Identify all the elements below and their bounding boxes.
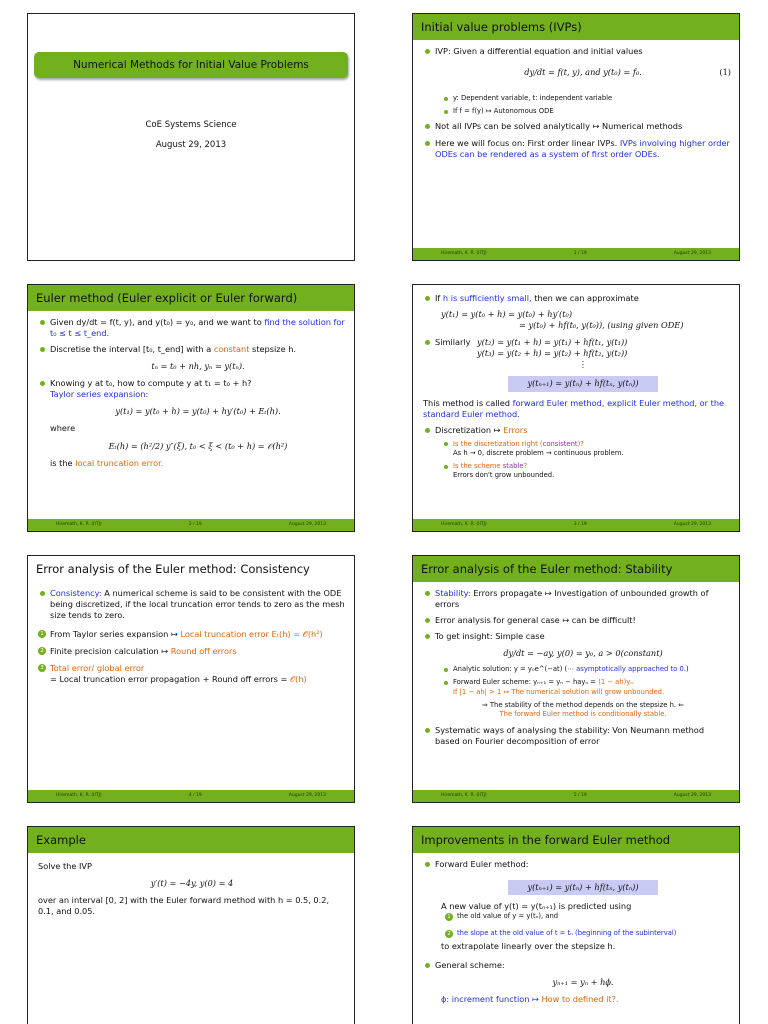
slide-stability xyxy=(412,555,740,803)
equation: y(t₁) = y(t₀ + h) = y(t₀) + hy′(t₀) xyxy=(441,309,573,320)
slide-title xyxy=(27,13,355,261)
slide-header: Error analysis of the Euler method: Stability xyxy=(413,556,739,582)
equation: y(t₃) = y(t₂ + h) = y(t₂) + hf(t₂, y(t₂)) xyxy=(477,348,628,359)
bullet: Systematic ways of analysing the stability: Von Neumann method based on Fourier decomposition of error xyxy=(423,725,731,747)
equation: y(t₁) = y(t₀ + h) = y(t₀) + hy′(t₀) + Eₜ(h). xyxy=(115,406,281,417)
equation: dy/dt = −ay, y(0) = y₀, a > 0(constant) xyxy=(503,648,663,659)
bullet: Given dy/dt = f(t, y), and y(t₀) = y₀, and we want to find the solution for t₀ ≤ t ≤ t_end. xyxy=(38,317,346,339)
slide-consistency xyxy=(27,555,355,803)
bullet: Stability: Errors propagate ↦ Investigation of unbounded growth of errors xyxy=(423,588,731,610)
presentation-title: Numerical Methods for Initial Value Problems xyxy=(34,52,348,78)
numbered-item: 1 the old value of y = y(tₙ), and xyxy=(445,912,731,921)
slide-euler-method xyxy=(27,284,355,532)
numbered-item: 1 From Taylor series expansion ↦ Local truncation error Eₜ(h) = 𝒪(h²) xyxy=(38,629,346,640)
numbered-item: 2 Finite precision calculation ↦ Round off errors xyxy=(38,646,346,657)
slide-improvements: Improvements in the forward Euler method Forward Euler method: y(tₙ₊₁) = y(tₙ) + hf(tₙ, y(tₙ)) A new value of y(t) = y(tₙ₊₁) is predicted using 1 the old value of y = y(tₙ), and 2 the slope at the old value of t = tₙ (beginning of the subinterval) to extrapolate linearly over the stepsize h. General scheme: yₙ₊₁ = yₙ + hϕ. ϕ: increment function ↦ How to defined it?. xyxy=(412,826,740,1024)
numbered-item: 3 Total error/ global error = Local truncation error propagation + Round off errors = 𝒪(h) xyxy=(38,663,346,685)
sub-bullet: Is the scheme stable? Errors don't grow unbounded. xyxy=(443,462,731,480)
slide-header: Example xyxy=(28,827,354,853)
bullet: To get insight: Simple case dy/dt = −ay, y(0) = y₀, a > 0(constant) Analytic solution: y = y₀e^(−at) (⋯ asymptotically approached to 0.) Forward Euler scheme: yₙ₊₁ = yₙ − hayₙ = (1 − ah)yₙ If |1 − ah| > 1 ↦ The numerical solution will grow unbounded. ⇒ The stability of the method depends on the stepsize h. ⇐ The forward Euler method is conditionally stable. xyxy=(423,631,731,719)
slide-footer: Hiremath, K. R. (IITJ) 5 / 19 August 29, 2013 xyxy=(413,790,739,802)
equation: = y(t₀) + hf(t₀, y(t₀)), (using given ODE) xyxy=(519,320,684,331)
boxed-equation: y(tₙ₊₁) = y(tₙ) + hf(tₙ, y(tₙ)) xyxy=(508,880,658,895)
numbered-item: 2 the slope at the old value of t = tₙ (beginning of the subinterval) xyxy=(445,929,731,938)
bullet: General scheme: yₙ₊₁ = yₙ + hϕ. xyxy=(423,960,731,988)
slide-footer: Hiremath, K. R. (IITJ) 1 / 19 August 29, 2013 xyxy=(413,248,739,260)
sub-bullet: Analytic solution: y = y₀e^(−at) (⋯ asymptotically approached to 0.) xyxy=(443,665,731,674)
slide-footer: Hiremath, K. R. (IITJ) 2 / 19 August 29, 2013 xyxy=(28,519,354,531)
slide-footer: Hiremath, K. R. (IITJ) 3 / 19 August 29, 2013 xyxy=(413,519,739,531)
slide-example: Example Solve the IVP y′(t) = −4y, y(0) = 4 over an interval [0, 2] with the Euler forward method with h = 0.5, 0.2, 0.1, and 0.05. xyxy=(27,826,355,1024)
slide-euler-derivation: If h is sufficiently small, then we can approximate y(t₁) = y(t₀ + h) = y(t₀) + hy′(t₀) = y(t₀) + hf(t₀, y(t₀)), (using given ODE) Similarly y(t₂) = y(t₁ + h) = y(t₁) + hf(t₁, y(t₁)) y(t₃) = y(t₂ + h) = y(t₂) + hf(t₂, y(t₂)) ⋮ y(tₙ₊₁) = y(tₙ) + hf(tₙ, y(tₙ)) This method is called forward Euler method, explicit Euler method, or the standard Euler method. Discretization ↦ Errors Is the discretization right (consistent)? As h → 0, discrete problem → continuous problem. Is the scheme stable? Errors don't grow unbounded. Hiremath, K. R. (IITJ) 3 / 19 August 29, 2013 xyxy=(412,284,740,532)
equation: yₙ₊₁ = yₙ + hϕ. xyxy=(552,976,614,987)
slide-ivp xyxy=(412,13,740,261)
bullet: Here we will focus on: First order linear IVPs. IVPs involving higher order ODEs can be rendered as a system of first order ODEs. xyxy=(423,138,731,160)
bullet: Knowing y at t₀, how to compute y at t₁ = t₀ + h? Taylor series expansion: y(t₁) = y(t₀ + h) = y(t₀) + hy′(t₀) + Eₜ(h). where Eₜ(h) = (h²/2) y″(ξ), t₀ < ξ < (t₀ + h) = 𝒪(h²) is the local truncation error. xyxy=(38,378,346,468)
bullet: IVP: Given a differential equation and initial values dy/dt = f(t, y), and y(t₀) = f₀. (1) y: Dependent variable, t: independent variable If f = f(y) ↦ Autonomous ODE xyxy=(423,46,731,116)
bullet: Not all IVPs can be solved analytically ↦ Numerical methods xyxy=(423,121,731,132)
bullet: Discretise the interval [t₀, t_end] with a constant stepsize h. tₙ = t₀ + nh, yₙ = y(tₙ). xyxy=(38,344,346,372)
institute: CoE Systems Science xyxy=(145,120,237,130)
slide-header: Improvements in the forward Euler method xyxy=(413,827,739,853)
bullet: If h is sufficiently small, then we can approximate xyxy=(423,293,731,304)
bullet: Error analysis for general case ↦ can be difficult! xyxy=(423,615,731,626)
presentation-date: August 29, 2013 xyxy=(155,140,227,150)
sub-bullet: Forward Euler scheme: yₙ₊₁ = yₙ − hayₙ = (1 − ah)yₙ If |1 − ah| > 1 ↦ The numerical solution will grow unbounded. xyxy=(443,678,731,696)
slide-header: Error analysis of the Euler method: Consistency xyxy=(28,556,354,582)
boxed-equation: y(tₙ₊₁) = y(tₙ) + hf(tₙ, y(tₙ)) xyxy=(508,376,658,391)
bullet: Similarly y(t₂) = y(t₁ + h) = y(t₁) + hf(t₁, y(t₁)) y(t₃) = y(t₂ + h) = y(t₂) + hf(t₂, y(t₂)) ⋮ y(tₙ₊₁) = y(tₙ) + hf(tₙ, y(tₙ)) xyxy=(423,337,731,391)
sub-bullet: If f = f(y) ↦ Autonomous ODE xyxy=(443,107,731,116)
equation: dy/dt = f(t, y), and y(t₀) = f₀. (1) xyxy=(524,67,731,78)
equation: Eₜ(h) = (h²/2) y″(ξ), t₀ < ξ < (t₀ + h) = 𝒪(h²) xyxy=(108,440,288,451)
equation: y′(t) = −4y, y(0) = 4 xyxy=(150,878,234,889)
sub-bullet: y: Dependent variable, t: independent variable xyxy=(443,94,731,103)
equation: y(t₂) = y(t₁ + h) = y(t₁) + hf(t₁, y(t₁)) xyxy=(477,337,628,348)
slide-header: Initial value problems (IVPs) xyxy=(413,14,739,40)
equation: tₙ = t₀ + nh, yₙ = y(tₙ). xyxy=(151,361,245,372)
slide-footer: Hiremath, K. R. (IITJ) 4 / 19 August 29, 2013 xyxy=(28,790,354,802)
slide-header: Euler method (Euler explicit or Euler forward) xyxy=(28,285,354,311)
bullet: Consistency: A numerical scheme is said to be consistent with the ODE being discretized, if the local truncation error tends to zero as the mesh size tends to zero. xyxy=(38,588,346,621)
sub-bullet: Is the discretization right (consistent)? As h → 0, discrete problem → continuous problem. xyxy=(443,440,731,458)
bullet: Discretization ↦ Errors Is the discretization right (consistent)? As h → 0, discrete problem → continuous problem. Is the scheme stable? Errors don't grow unbounded. xyxy=(423,425,731,481)
bullet: Forward Euler method: y(tₙ₊₁) = y(tₙ) + hf(tₙ, y(tₙ)) xyxy=(423,859,731,895)
